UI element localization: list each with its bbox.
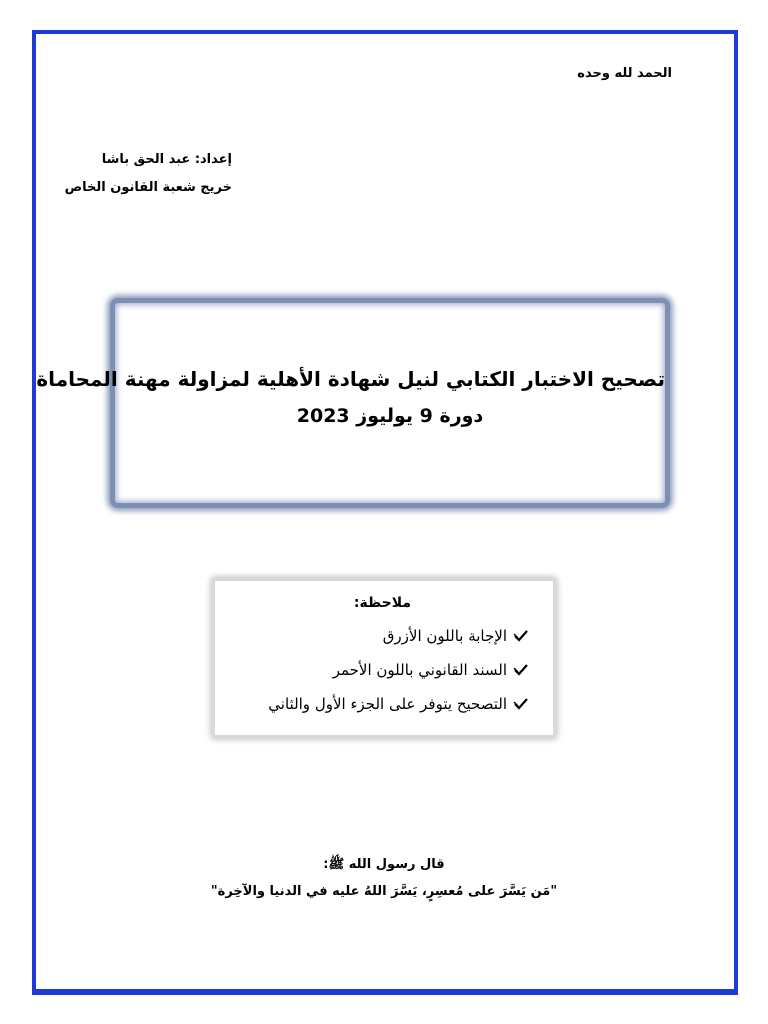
author-block <box>60 146 232 202</box>
note-item-text: السند القانوني باللون الأحمر <box>332 661 507 679</box>
page-border-bottom-line <box>36 989 734 991</box>
praise-header: الحمد لله وحده <box>577 66 672 81</box>
check-arrow-icon <box>513 662 529 678</box>
note-box <box>212 578 556 738</box>
document-title: تصحيح الاختبار الكتابي لنيل شهادة الأهلية لمزاولة مهنة المحاماة <box>36 367 665 391</box>
check-arrow-icon <box>513 628 529 644</box>
check-arrow-icon <box>513 696 529 712</box>
author-specialty: خريج شعبة القانون الخاص <box>64 180 232 195</box>
title-box <box>36 298 670 508</box>
hadith-text: "مَن يَسَّرَ على مُعسِرٍ، يَسَّرَ اللهُ عليه في الدنيا والآخِرة" <box>210 884 558 899</box>
note-item <box>383 627 529 645</box>
note-item <box>268 695 529 713</box>
note-item-text: التصحيح يتوفر على الجزء الأول والثاني <box>268 695 507 713</box>
session-date: دورة 9 يوليوز 2023 <box>296 405 484 427</box>
hadith-intro: قال رسول الله ﷺ: <box>323 857 445 872</box>
note-title: ملاحظة: <box>353 595 411 611</box>
author-name: إعداد: عبد الحق باشا <box>101 152 232 167</box>
note-item-text: الإجابة باللون الأزرق <box>382 627 507 645</box>
note-item <box>333 661 529 679</box>
